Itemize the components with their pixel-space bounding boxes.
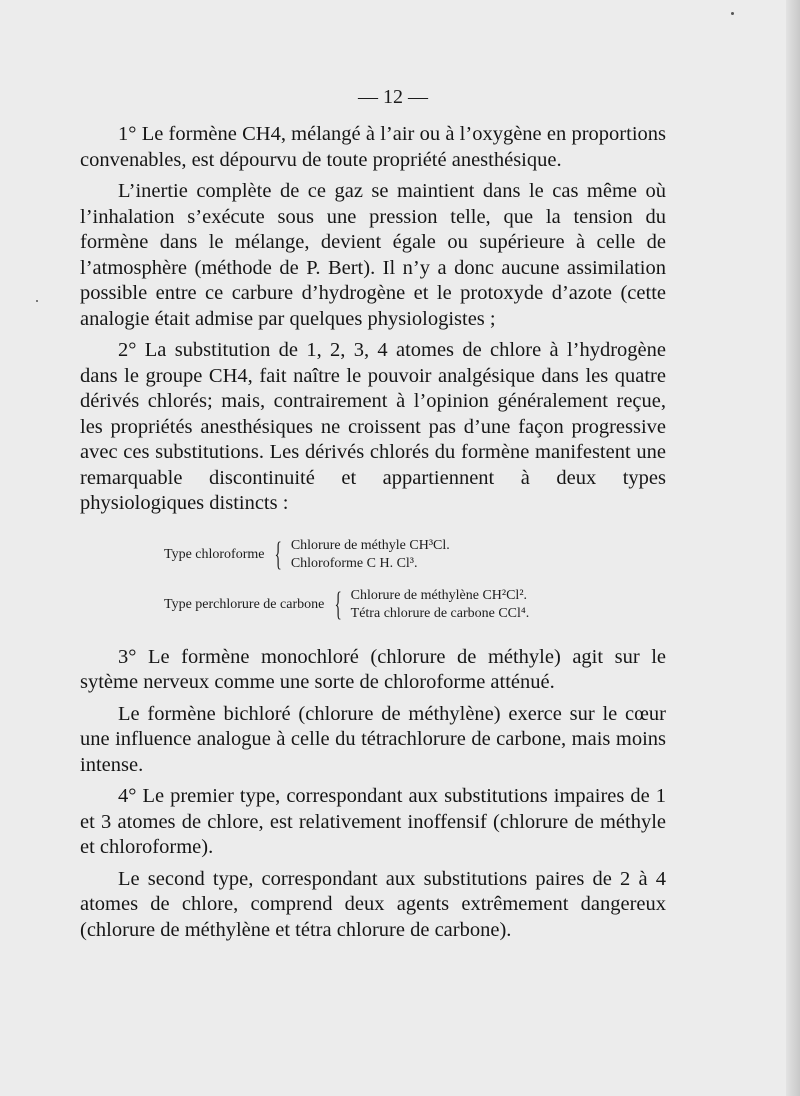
body-text [80, 122, 666, 949]
paragraph: Le second type, correspondant aux substitutions paires de 2 à 4 atomes de chlore, comprend deux agents extrêmement dangereux (chlorure de méthylène et tétra chlorure de carbone). [80, 867, 666, 941]
speck [731, 12, 734, 15]
type-row [80, 587, 666, 623]
type-item: Chloroforme C H. Cl³. [290, 555, 418, 571]
page-number: — 12 — [358, 86, 428, 108]
type-label: Type perchlorure de carbone [164, 596, 325, 612]
type-items [351, 587, 530, 623]
classification-table [80, 537, 666, 623]
type-row [80, 537, 666, 573]
paragraph: 4° Le premier type, correspondant aux substitutions impaires de 1 et 3 atomes de chlore, est relativement inoffensif (chlorure de méthyle et chloroforme). [80, 785, 666, 858]
type-item: Tétra chlorure de carbone CCl⁴. [350, 605, 530, 621]
type-item: Chlorure de méthylène CH²Cl². [350, 587, 528, 603]
paragraph: Le formène bichloré (chlorure de méthylène) exerce sur le cœur une influence analogue à celle du tétrachlorure de carbone, mais moins intense. [80, 702, 666, 776]
type-label: Type chloroforme [164, 546, 265, 562]
type-items [291, 537, 450, 573]
brace-icon: { [274, 535, 283, 573]
paragraph: 3° Le formène monochloré (chlorure de méthyle) agit sur le sytème nerveux comme une sorte de chloroforme atténué. [80, 645, 666, 693]
speck [36, 300, 38, 302]
brace-icon: { [334, 585, 343, 623]
paragraph: L’inertie complète de ce gaz se maintient dans le cas même où l’inhalation s’exécute sous une pression telle, que la tension du formène dans le mélange, devient égale ou supérieure à celle de l’atmosphère (méthode de P. Bert). Il n’y a donc aucune assimilation possible entre ce carbure d’hydrogène et le protoxyde d’azote (cette analogie était admise par quelques physiologistes ; [80, 180, 666, 330]
paragraph: 1° Le formène CH4, mélangé à l’air ou à l’oxygène en proportions convenables, est dépourvu de toute propriété anesthésique. [80, 123, 666, 171]
page-edge [786, 0, 800, 1096]
paragraph: 2° La substitution de 1, 2, 3, 4 atomes de chlore à l’hydrogène dans le groupe CH4, fait naître le pouvoir analgésique dans les quatre dérivés chlorés; mais, contrairement à l’opinion généralement reçue, les propriétés anesthésiques ne croissent pas d’une façon progressive avec ces substitutions. Les dérivés chlorés du formène manifestent une remarquable discontinuité et appartiennent à deux types physiologiques distincts : [80, 339, 666, 514]
type-item: Chlorure de méthyle CH³Cl. [290, 537, 450, 553]
